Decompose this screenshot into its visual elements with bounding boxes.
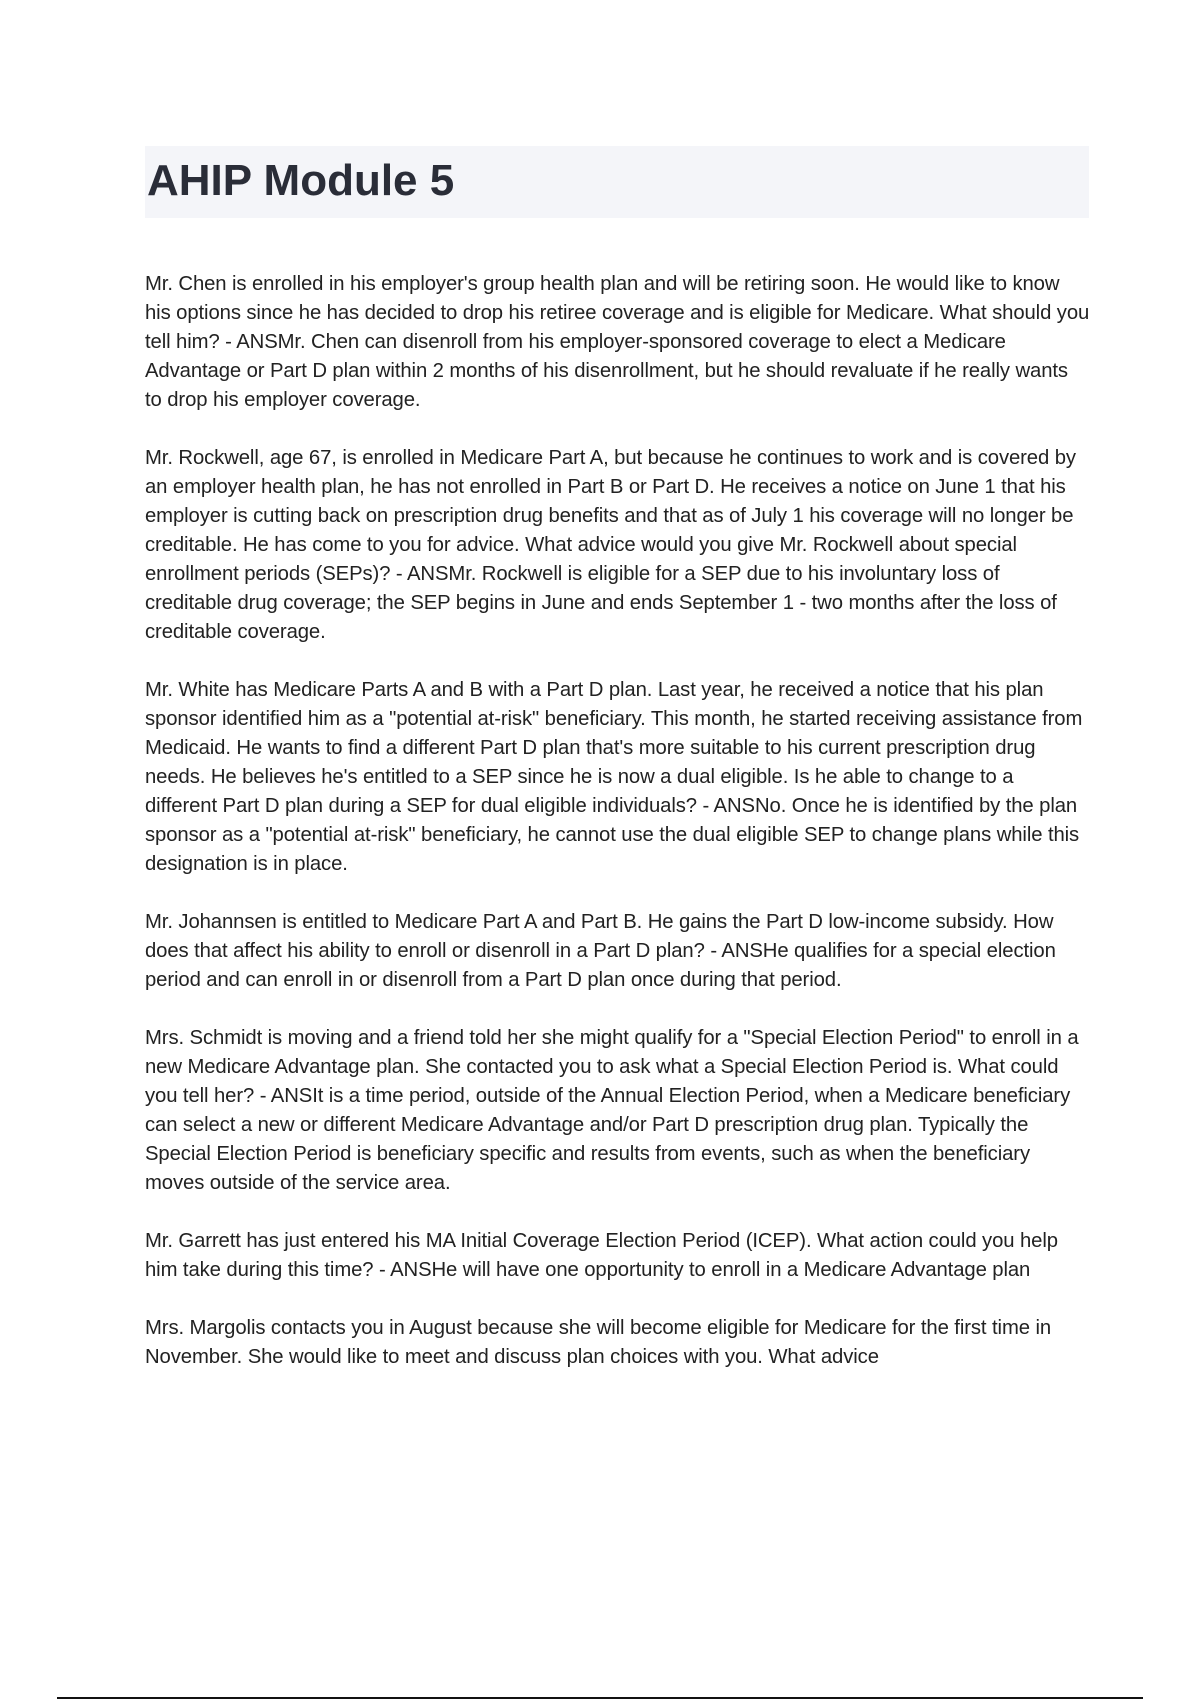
qa-paragraph-johannsen: Mr. Johannsen is entitled to Medicare Part A and Part B. He gains the Part D low-income subsidy. How does that affect his ability to enroll or disenroll in a Part D plan? - ANSHe qualifies for a special election period and can enroll in or disenroll from a Part D plan once during that period. [145,911,1056,991]
qa-paragraph-rockwell: Mr. Rockwell, age 67, is enrolled in Medicare Part A, but because he continues to work and is covered by an employer health plan, he has not enrolled in Part B or Part D. He receives a notice on June 1 that his employer is cutting back on prescription drug benefits and that as of July 1 his coverage will no longer be creditable. He has come to you for advice. What advice would you give Mr. Rockwell about special enrollment periods (SEPs)? - ANSMr. Rockwell is eligible for a SEP due to his involuntary loss of creditable drug coverage; the SEP begins in June and ends September 1 - two months after the loss of creditable coverage. [145,447,1076,643]
document-body [145,270,1090,1401]
qa-paragraph-schmidt: Mrs. Schmidt is moving and a friend told her she might qualify for a "Special Election Period" to enroll in a new Medicare Advantage plan. She contacted you to ask what a Special Election Period is. What could you tell her? - ANSIt is a time period, outside of the Annual Election Period, when a Medicare beneficiary can select a new or different Medicare Advantage and/or Part D prescription drug plan. Typically the Special Election Period is beneficiary specific and results from events, such as when the beneficiary moves outside of the service area. [145,1027,1079,1194]
qa-paragraph-margolis: Mrs. Margolis contacts you in August because she will become eligible for Medicare for the first time in November. She would like to meet and discuss plan choices with you. What advice [145,1317,1052,1368]
qa-paragraph-white: Mr. White has Medicare Parts A and B with a Part D plan. Last year, he received a notice that his plan sponsor identified him as a "potential at-risk" beneficiary. This month, he started receiving assistance from Medicaid. He wants to find a different Part D plan that's more suitable to his current prescription drug needs. He believes he's entitled to a SEP since he is now a dual eligible. Is he able to change to a different Part D plan during a SEP for dual eligible individuals? - ANSNo. Once he is identified by the plan sponsor as a "potential at-risk" beneficiary, he cannot use the dual eligible SEP to change plans while this designation is in place. [145,679,1083,875]
title-banner [145,146,1089,218]
qa-paragraph-garrett: Mr. Garrett has just entered his MA Initial Coverage Election Period (ICEP). What action could you help him take during this time? - ANSHe will have one opportunity to enroll in a Medicare Advantage plan [145,1230,1058,1281]
page-title: AHIP Module 5 [147,156,455,205]
qa-paragraph-chen: Mr. Chen is enrolled in his employer's group health plan and will be retiring soon. He would like to know his options since he has decided to drop his retiree coverage and is eligible for Medicare. What should you tell him? - ANSMr. Chen can disenroll from his employer-sponsored coverage to elect a Medicare Advantage or Part D plan within 2 months of his disenrollment, but he should revaluate if he really wants to drop his employer coverage. [145,273,1090,411]
footer-divider [57,1697,1143,1699]
